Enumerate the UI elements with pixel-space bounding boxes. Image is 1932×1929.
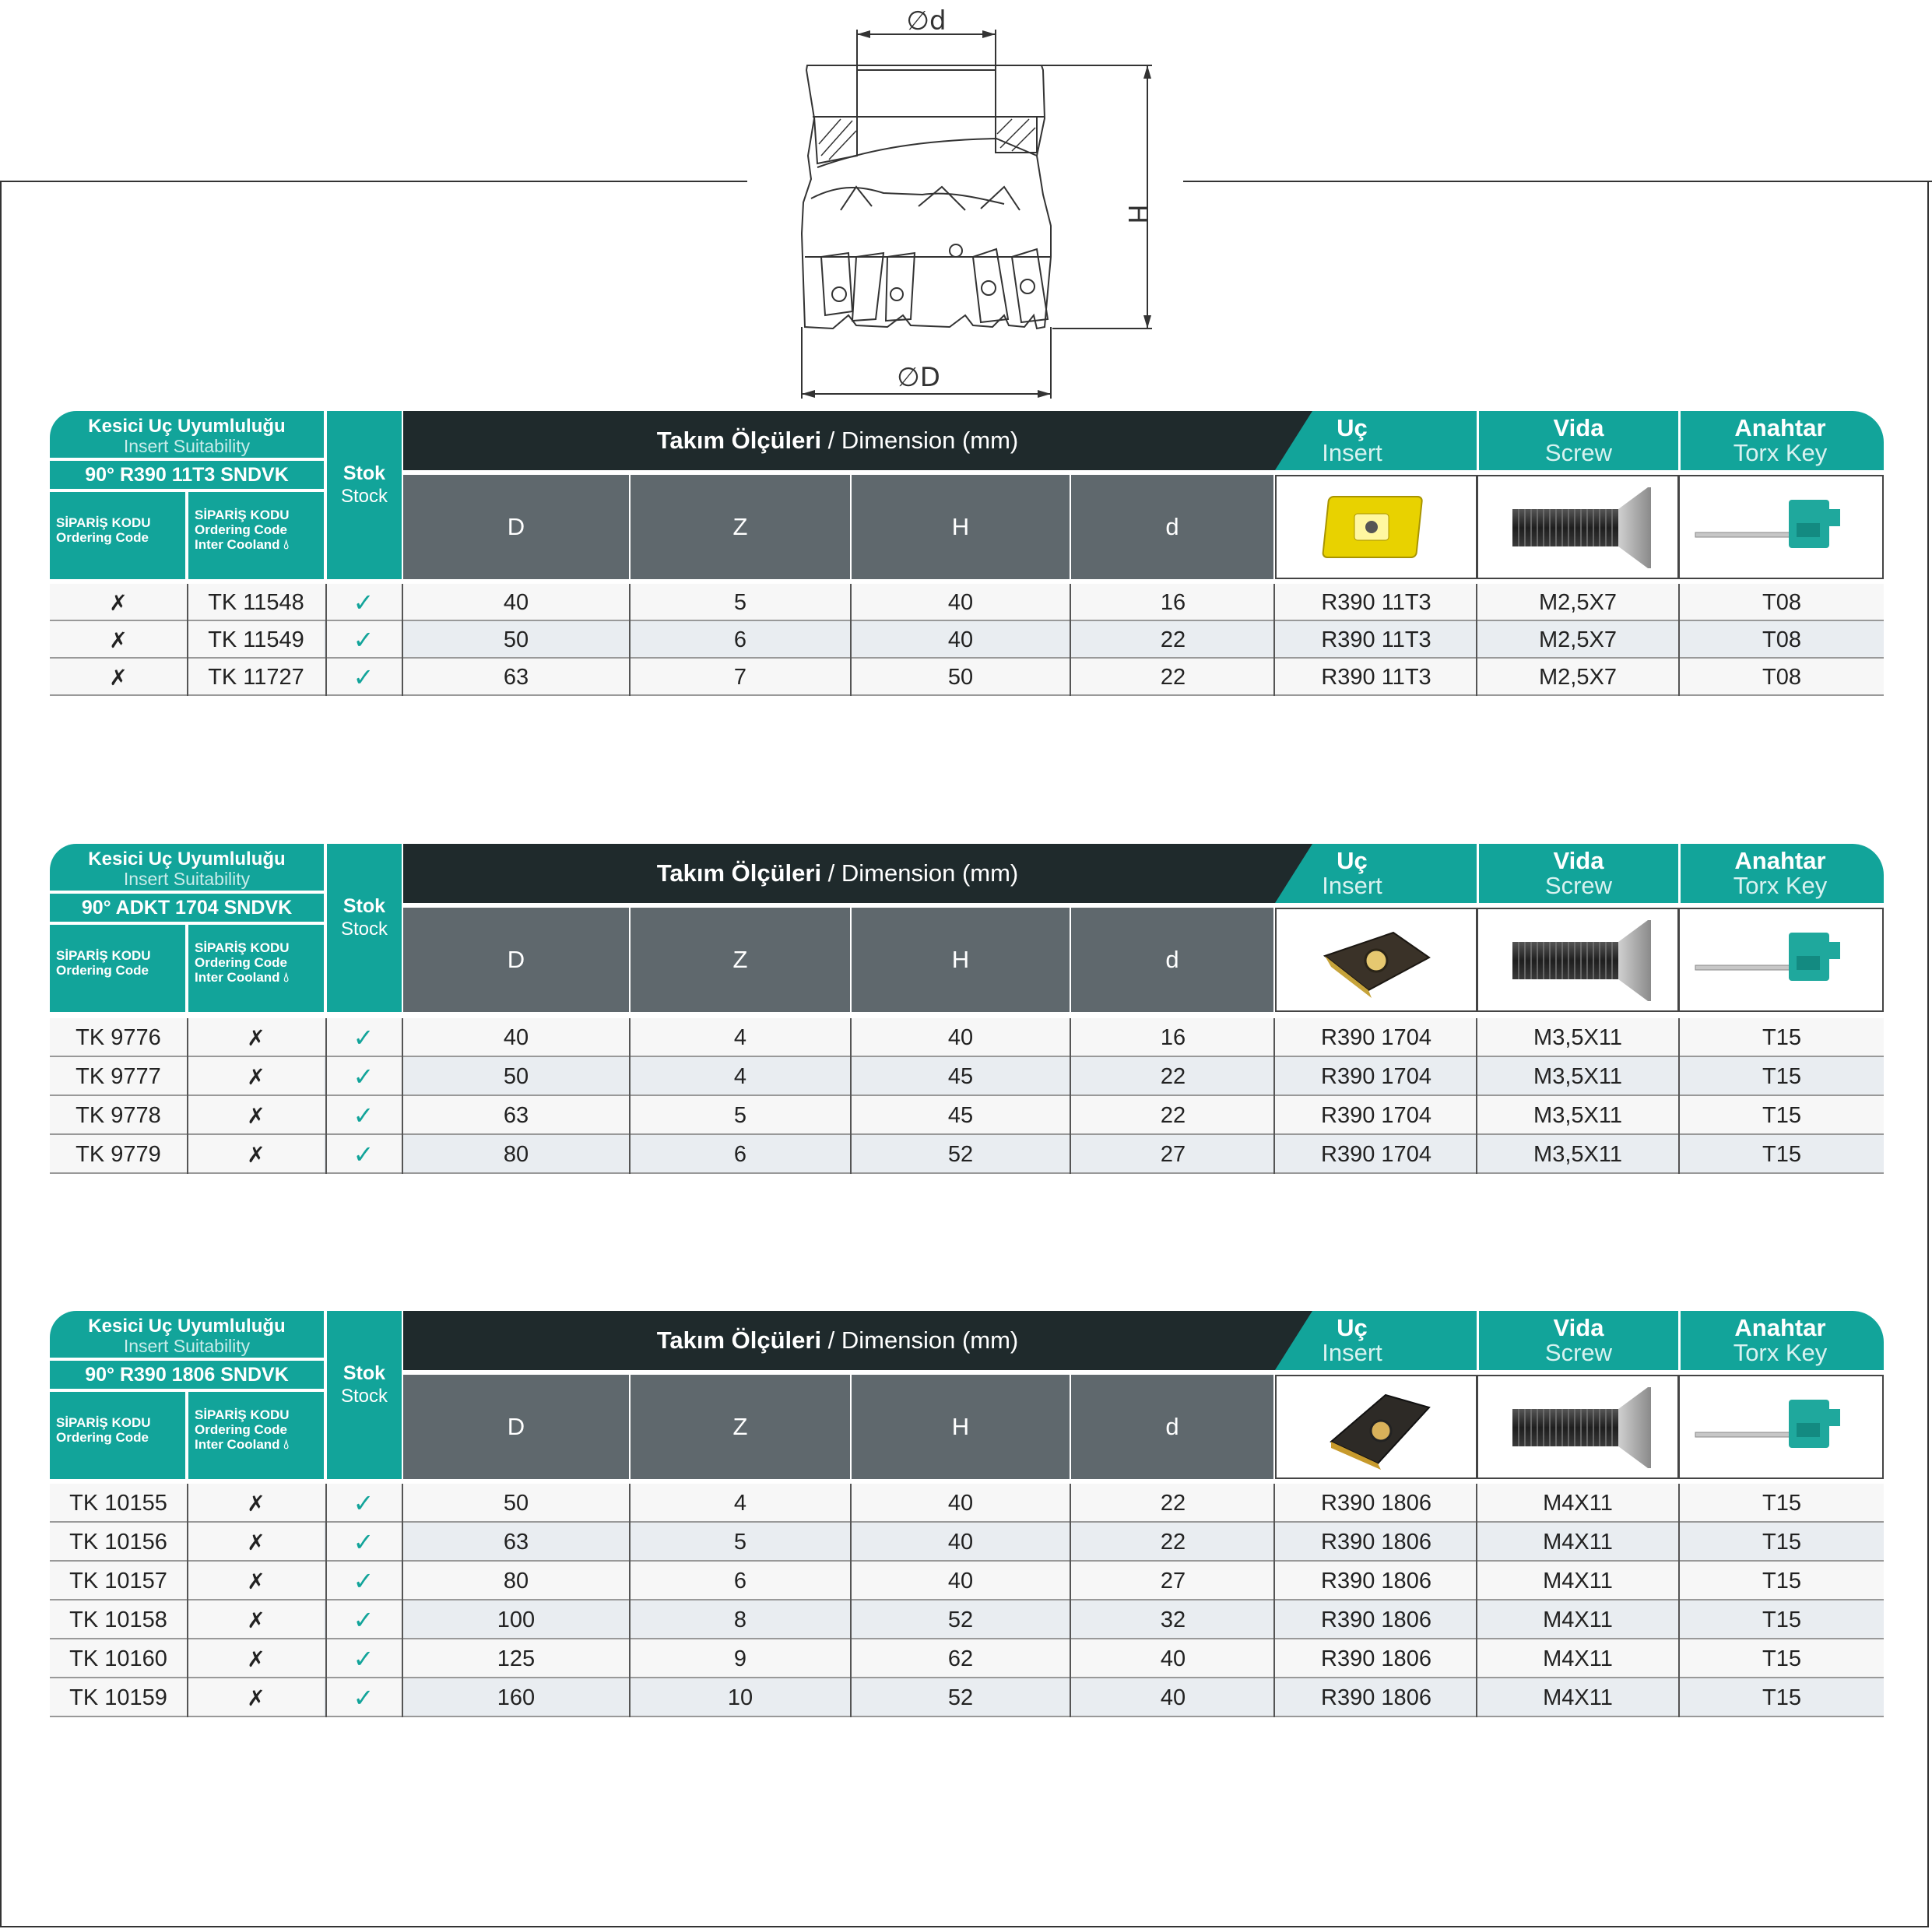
- key-tr: Anahtar: [1734, 1314, 1826, 1341]
- cell-key: T15: [1762, 1685, 1801, 1710]
- cell-code-ic: ✗: [188, 1600, 324, 1639]
- screw-header: [1479, 844, 1678, 903]
- dimension-en: Dimension (mm): [841, 859, 1019, 887]
- ordering-code-ic-header: [188, 1392, 324, 1479]
- cell-H: 40: [947, 589, 974, 615]
- screw-image: [1477, 908, 1679, 1012]
- screw-en: Screw: [1544, 872, 1613, 899]
- cell-screw: M3,5X11: [1533, 1063, 1622, 1089]
- dimension-header: [403, 844, 1312, 903]
- cell-D: 63: [503, 664, 529, 690]
- cell-insert: R390 1806: [1321, 1568, 1431, 1593]
- ordering-code-tr: SİPARİŞ KODU: [56, 1415, 151, 1430]
- ordering-code-header: [50, 1392, 185, 1479]
- insert-tr: Uç: [1337, 414, 1368, 441]
- key-tr: Anahtar: [1734, 414, 1826, 441]
- column-divider: [325, 584, 327, 696]
- cutter-drawing-svg: [747, 0, 1183, 405]
- column-divider: [187, 1018, 188, 1174]
- cell-screw: M4X11: [1543, 1568, 1613, 1593]
- cell-H: 50: [947, 664, 974, 690]
- column-divider: [629, 1018, 631, 1174]
- stock-en: Stock: [340, 1386, 388, 1407]
- cell-Z: 7: [733, 664, 747, 690]
- screw-tr: Vida: [1553, 414, 1604, 441]
- torx-key-icon: [1680, 909, 1882, 1010]
- cell-stock: ✓: [325, 1018, 402, 1057]
- ordering-code-en: Ordering Code: [195, 522, 288, 537]
- col-header-D: D: [403, 908, 629, 1012]
- col-header-D: D: [403, 1375, 629, 1479]
- cell-D: 50: [503, 1490, 529, 1516]
- cell-Z: 6: [733, 1141, 747, 1167]
- column-divider: [1070, 1018, 1071, 1174]
- torx-key-image: [1678, 475, 1884, 579]
- insert-suitability-header: [50, 411, 324, 458]
- cutter-drawing: [747, 0, 1183, 405]
- cell-code-ic: ✗: [188, 1639, 324, 1678]
- insert-tr: Uç: [1337, 1314, 1368, 1341]
- cell-d: 22: [1160, 1490, 1186, 1516]
- col-header-d: d: [1071, 475, 1273, 579]
- column-divider: [325, 1484, 327, 1717]
- cell-stock: ✓: [325, 1678, 402, 1717]
- cell-Z: 10: [727, 1685, 753, 1710]
- ordering-code-tr: SİPARİŞ KODU: [195, 508, 290, 522]
- cell-code-ic: ✗: [188, 1562, 324, 1600]
- cell-screw: M4X11: [1543, 1685, 1613, 1710]
- col-header-H: H: [852, 475, 1070, 579]
- cell-code: ✗: [50, 584, 187, 621]
- inter-cooland-label: Inter Cooland: [195, 1437, 280, 1452]
- cell-Z: 8: [733, 1607, 747, 1632]
- cell-H: 52: [947, 1141, 974, 1167]
- cell-d: 22: [1160, 627, 1186, 652]
- insert-header: [1277, 844, 1428, 903]
- ordering-code-en: Ordering Code: [56, 1430, 149, 1445]
- cell-H: 52: [947, 1607, 974, 1632]
- cell-key: T08: [1762, 589, 1801, 615]
- screw-en: Screw: [1544, 439, 1613, 466]
- cell-d: 27: [1160, 1568, 1186, 1593]
- cell-stock: ✓: [325, 1096, 402, 1135]
- column-divider: [850, 1018, 852, 1174]
- dimension-tr: Takım Ölçüleri: [656, 859, 822, 887]
- insert-suitability-header: [50, 844, 324, 891]
- cell-Z: 4: [733, 1024, 747, 1050]
- screw-icon: [1478, 1376, 1677, 1477]
- column-divider: [187, 1484, 188, 1717]
- cell-H: 40: [947, 1529, 974, 1555]
- insert-suitability-en: Insert Suitability: [123, 1336, 251, 1356]
- cell-code-ic: TK 11548: [188, 584, 324, 621]
- column-divider: [1476, 584, 1477, 696]
- cell-screw: M4X11: [1543, 1607, 1613, 1632]
- ordering-code-en: Ordering Code: [56, 530, 149, 545]
- cell-code: TK 9778: [50, 1096, 187, 1135]
- cell-insert: R390 1806: [1321, 1685, 1431, 1710]
- insert-image: [1275, 475, 1477, 579]
- cell-stock: ✓: [325, 1057, 402, 1096]
- ordering-code-en: Ordering Code: [195, 955, 288, 970]
- screw-tr: Vida: [1553, 1314, 1604, 1341]
- stock-header: [327, 411, 402, 579]
- cell-key: T15: [1762, 1607, 1801, 1632]
- ordering-code-tr: SİPARİŞ KODU: [56, 515, 151, 530]
- cell-D: 50: [503, 627, 529, 652]
- col-header-d: d: [1071, 1375, 1273, 1479]
- cell-stock: ✓: [325, 584, 402, 621]
- stock-tr: Stok: [342, 462, 386, 484]
- cell-stock: ✓: [325, 1639, 402, 1678]
- cell-insert: R390 1704: [1321, 1024, 1431, 1050]
- cell-D: 100: [497, 1607, 536, 1632]
- torx-key-icon: [1680, 1376, 1882, 1477]
- cell-screw: M2,5X7: [1539, 664, 1617, 690]
- cell-key: T08: [1762, 664, 1801, 690]
- key-header: [1681, 844, 1880, 903]
- dim-d-label: ∅d: [906, 5, 947, 37]
- screw-en: Screw: [1544, 1339, 1613, 1366]
- coolant-drop-icon: 💧︎: [283, 970, 290, 985]
- column-divider: [850, 584, 852, 696]
- ordering-code-tr: SİPARİŞ KODU: [195, 1407, 290, 1422]
- column-divider: [1678, 1018, 1680, 1174]
- dimension-header: [403, 411, 1312, 470]
- cell-stock: ✓: [325, 621, 402, 659]
- coolant-drop-icon: 💧︎: [283, 537, 290, 552]
- insert-icon: [1277, 476, 1476, 578]
- cell-H: 40: [947, 1490, 974, 1516]
- cell-code: ✗: [50, 621, 187, 659]
- cell-insert: R390 1806: [1321, 1490, 1431, 1516]
- cell-d: 16: [1160, 1024, 1186, 1050]
- column-divider: [1678, 1484, 1680, 1717]
- stock-header: [327, 844, 402, 1012]
- inter-cooland-label: Inter Cooland: [195, 537, 280, 552]
- torx-key-image: [1678, 1375, 1884, 1479]
- cell-key: T15: [1762, 1063, 1801, 1089]
- ordering-code-tr: SİPARİŞ KODU: [56, 948, 151, 963]
- stock-header: [327, 1311, 402, 1479]
- cell-key: T15: [1762, 1024, 1801, 1050]
- cell-H: 40: [947, 1568, 974, 1593]
- screw-image: [1477, 1375, 1679, 1479]
- screw-image: [1477, 475, 1679, 579]
- column-divider: [1476, 1484, 1477, 1717]
- insert-en: Insert: [1322, 1339, 1382, 1366]
- column-divider: [1273, 584, 1275, 696]
- cell-H: 40: [947, 1024, 974, 1050]
- column-divider: [629, 584, 631, 696]
- cell-code: TK 9776: [50, 1018, 187, 1057]
- cell-H: 62: [947, 1646, 974, 1671]
- dimension-tr: Takım Ölçüleri: [656, 1326, 822, 1354]
- cell-d: 22: [1160, 1063, 1186, 1089]
- cell-d: 40: [1160, 1646, 1186, 1671]
- screw-header: [1479, 1311, 1678, 1370]
- dimension-tr: Takım Ölçüleri: [656, 427, 822, 454]
- cell-d: 22: [1160, 1102, 1186, 1128]
- frame-top-line: [1177, 181, 1932, 182]
- dimension-en: Dimension (mm): [841, 427, 1019, 454]
- screw-header: [1479, 411, 1678, 470]
- cell-key: T15: [1762, 1102, 1801, 1128]
- cell-screw: M2,5X7: [1539, 589, 1617, 615]
- stock-en: Stock: [340, 486, 388, 507]
- cell-key: T08: [1762, 627, 1801, 652]
- cell-Z: 6: [733, 1568, 747, 1593]
- cell-Z: 9: [733, 1646, 747, 1671]
- column-divider: [850, 1484, 852, 1717]
- dimension-sep: /: [821, 859, 841, 887]
- dimension-sep: /: [821, 1326, 841, 1354]
- cell-insert: R390 1704: [1321, 1141, 1431, 1167]
- cell-key: T15: [1762, 1490, 1801, 1516]
- cell-insert: R390 1806: [1321, 1529, 1431, 1555]
- cell-Z: 4: [733, 1490, 747, 1516]
- column-divider: [1070, 584, 1071, 696]
- cell-screw: M3,5X11: [1533, 1141, 1622, 1167]
- cell-insert: R390 11T3: [1321, 664, 1431, 690]
- insert-tr: Uç: [1337, 847, 1368, 874]
- cell-code-ic: TK 11727: [188, 659, 324, 696]
- cell-H: 45: [947, 1063, 974, 1089]
- cell-key: T15: [1762, 1141, 1801, 1167]
- insert-icon: [1277, 1376, 1476, 1477]
- cell-insert: R390 11T3: [1321, 589, 1431, 615]
- insert-en: Insert: [1322, 439, 1382, 466]
- column-divider: [402, 1018, 403, 1174]
- model-name: 90° ADKT 1704 SNDVK: [50, 894, 324, 922]
- ordering-code-header: [50, 492, 185, 579]
- cell-code-ic: ✗: [188, 1096, 324, 1135]
- stock-en: Stock: [340, 919, 388, 940]
- cell-D: 50: [503, 1063, 529, 1089]
- cell-code: TK 10159: [50, 1678, 187, 1717]
- column-divider: [187, 584, 188, 696]
- column-divider: [325, 1018, 327, 1174]
- dim-D-label: ∅D: [897, 362, 940, 393]
- screw-icon: [1478, 476, 1677, 578]
- frame-top-line: [0, 181, 755, 182]
- screw-icon: [1478, 909, 1677, 1010]
- stock-tr: Stok: [342, 1362, 386, 1384]
- col-header-Z: Z: [631, 908, 850, 1012]
- cell-stock: ✓: [325, 659, 402, 696]
- cell-D: 40: [503, 589, 529, 615]
- cell-stock: ✓: [325, 1484, 402, 1523]
- column-divider: [1476, 1018, 1477, 1174]
- cell-code-ic: ✗: [188, 1484, 324, 1523]
- torx-key-image: [1678, 908, 1884, 1012]
- col-header-d: d: [1071, 908, 1273, 1012]
- screw-tr: Vida: [1553, 847, 1604, 874]
- column-divider: [1070, 1484, 1071, 1717]
- cell-d: 22: [1160, 1529, 1186, 1555]
- cell-stock: ✓: [325, 1523, 402, 1562]
- insert-suitability-tr: Kesici Uç Uyumluluğu: [88, 1316, 286, 1337]
- cell-stock: ✓: [325, 1600, 402, 1639]
- cell-D: 63: [503, 1102, 529, 1128]
- ordering-code-en: Ordering Code: [195, 1422, 288, 1437]
- cell-code: TK 10160: [50, 1639, 187, 1678]
- cell-code: TK 10157: [50, 1562, 187, 1600]
- cell-code-ic: ✗: [188, 1057, 324, 1096]
- cell-D: 80: [503, 1141, 529, 1167]
- col-header-D: D: [403, 475, 629, 579]
- cell-d: 32: [1160, 1607, 1186, 1632]
- ordering-code-en: Ordering Code: [56, 963, 149, 978]
- cell-D: 125: [497, 1646, 536, 1671]
- insert-image: [1275, 908, 1477, 1012]
- cell-Z: 5: [733, 1529, 747, 1555]
- model-name: 90° R390 11T3 SNDVK: [50, 461, 324, 489]
- insert-header: [1277, 1311, 1428, 1370]
- insert-image: [1275, 1375, 1477, 1479]
- cell-code: TK 9777: [50, 1057, 187, 1096]
- cell-d: 22: [1160, 664, 1186, 690]
- cell-code: TK 10156: [50, 1523, 187, 1562]
- col-header-Z: Z: [631, 475, 850, 579]
- col-header-Z: Z: [631, 1375, 850, 1479]
- cell-Z: 5: [733, 589, 747, 615]
- cell-Z: 6: [733, 627, 747, 652]
- cell-insert: R390 1704: [1321, 1063, 1431, 1089]
- cell-screw: M2,5X7: [1539, 627, 1617, 652]
- column-divider: [402, 1484, 403, 1717]
- coolant-drop-icon: 💧︎: [283, 1437, 290, 1452]
- column-divider: [1273, 1484, 1275, 1717]
- insert-suitability-tr: Kesici Uç Uyumluluğu: [88, 849, 286, 870]
- cell-d: 16: [1160, 589, 1186, 615]
- cell-code-ic: ✗: [188, 1135, 324, 1174]
- cell-Z: 5: [733, 1102, 747, 1128]
- cell-D: 160: [497, 1685, 536, 1710]
- key-en: Torx Key: [1733, 1339, 1828, 1366]
- insert-suitability-tr: Kesici Uç Uyumluluğu: [88, 416, 286, 437]
- cell-screw: M3,5X11: [1533, 1102, 1622, 1128]
- cell-key: T15: [1762, 1529, 1801, 1555]
- cell-H: 40: [947, 627, 974, 652]
- ordering-code-ic-header: [188, 925, 324, 1012]
- cell-d: 40: [1160, 1685, 1186, 1710]
- col-header-H: H: [852, 908, 1070, 1012]
- cell-screw: M4X11: [1543, 1529, 1613, 1555]
- cell-key: T15: [1762, 1568, 1801, 1593]
- insert-suitability-en: Insert Suitability: [123, 436, 251, 456]
- ordering-code-tr: SİPARİŞ KODU: [195, 940, 290, 955]
- cell-screw: M4X11: [1543, 1490, 1613, 1516]
- cell-D: 40: [503, 1024, 529, 1050]
- insert-header: [1277, 411, 1428, 470]
- stock-tr: Stok: [342, 895, 386, 917]
- key-en: Torx Key: [1733, 439, 1828, 466]
- cell-code: TK 10155: [50, 1484, 187, 1523]
- column-divider: [1273, 1018, 1275, 1174]
- cell-insert: R390 1704: [1321, 1102, 1431, 1128]
- cell-d: 27: [1160, 1141, 1186, 1167]
- cell-code: ✗: [50, 659, 187, 696]
- insert-suitability-header: [50, 1311, 324, 1358]
- cell-code: TK 10158: [50, 1600, 187, 1639]
- model-name: 90° R390 1806 SNDVK: [50, 1361, 324, 1389]
- dim-H-label: H: [1122, 204, 1153, 224]
- cell-insert: R390 1806: [1321, 1646, 1431, 1671]
- cell-stock: ✓: [325, 1135, 402, 1174]
- cell-code-ic: ✗: [188, 1018, 324, 1057]
- column-divider: [1678, 584, 1680, 696]
- dimension-sep: /: [821, 427, 841, 454]
- dimension-en: Dimension (mm): [841, 1326, 1019, 1354]
- inter-cooland-label: Inter Cooland: [195, 970, 280, 985]
- cell-H: 45: [947, 1102, 974, 1128]
- cell-key: T15: [1762, 1646, 1801, 1671]
- cell-insert: R390 11T3: [1321, 627, 1431, 652]
- cell-code: TK 9779: [50, 1135, 187, 1174]
- cell-D: 80: [503, 1568, 529, 1593]
- key-en: Torx Key: [1733, 872, 1828, 899]
- insert-icon: [1277, 909, 1476, 1010]
- cell-code-ic: ✗: [188, 1523, 324, 1562]
- cell-D: 63: [503, 1529, 529, 1555]
- cell-insert: R390 1806: [1321, 1607, 1431, 1632]
- key-header: [1681, 1311, 1880, 1370]
- cell-screw: M3,5X11: [1533, 1024, 1622, 1050]
- insert-en: Insert: [1322, 872, 1382, 899]
- ordering-code-ic-header: [188, 492, 324, 579]
- cell-Z: 4: [733, 1063, 747, 1089]
- key-tr: Anahtar: [1734, 847, 1826, 874]
- torx-key-icon: [1680, 476, 1882, 578]
- cell-screw: M4X11: [1543, 1646, 1613, 1671]
- key-header: [1681, 411, 1880, 470]
- cell-code-ic: ✗: [188, 1678, 324, 1717]
- column-divider: [402, 584, 403, 696]
- ordering-code-header: [50, 925, 185, 1012]
- cell-stock: ✓: [325, 1562, 402, 1600]
- column-divider: [629, 1484, 631, 1717]
- cell-H: 52: [947, 1685, 974, 1710]
- col-header-H: H: [852, 1375, 1070, 1479]
- insert-suitability-en: Insert Suitability: [123, 869, 251, 889]
- cell-code-ic: TK 11549: [188, 621, 324, 659]
- dimension-header: [403, 1311, 1312, 1370]
